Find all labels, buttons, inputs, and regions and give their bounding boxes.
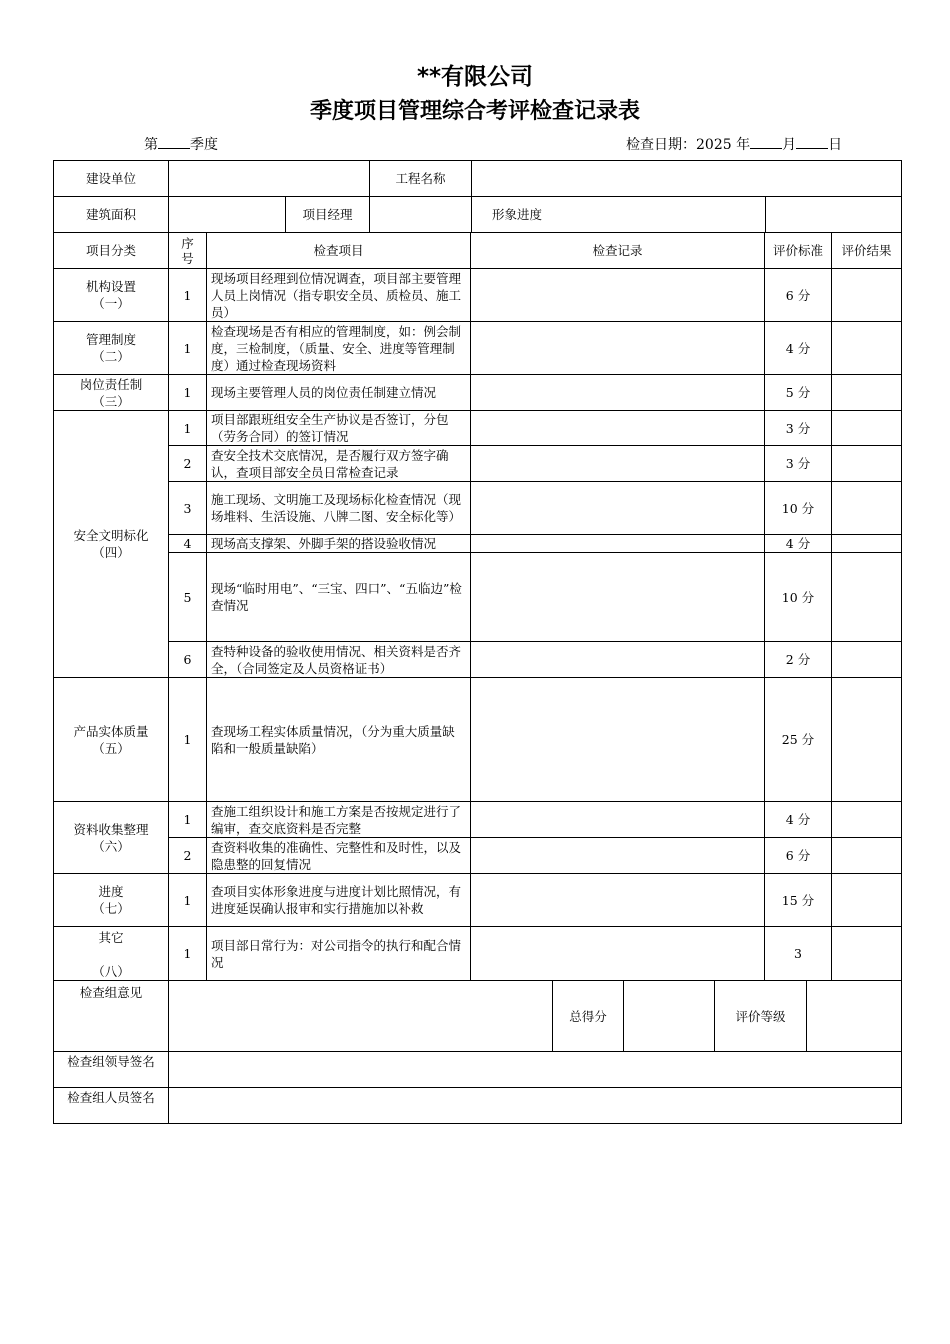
table-row bbox=[54, 927, 902, 981]
category-name: 进度 bbox=[98, 884, 124, 899]
table-row bbox=[54, 269, 902, 322]
result-cell[interactable] bbox=[832, 553, 902, 642]
category-name: 岗位责任制 bbox=[79, 376, 143, 392]
opinion-field[interactable] bbox=[169, 981, 553, 1052]
item-cell: 项目部跟班组安全生产协议是否签订，分包（劳务合同）的签订情况 bbox=[207, 411, 471, 446]
date-day: 日 bbox=[828, 137, 843, 153]
category-num: （七） bbox=[92, 901, 130, 916]
header-category: 项目分类 bbox=[54, 233, 169, 269]
result-cell[interactable] bbox=[832, 322, 902, 375]
table-row bbox=[54, 322, 902, 375]
total-field[interactable] bbox=[624, 981, 715, 1052]
date-label: 检查日期：2025 年 bbox=[626, 137, 751, 153]
standard-cell: 4 分 bbox=[765, 802, 832, 838]
record-cell[interactable] bbox=[471, 927, 765, 981]
header-result: 评价结果 bbox=[832, 233, 902, 269]
inspection-table bbox=[53, 160, 902, 233]
record-cell[interactable] bbox=[471, 838, 765, 874]
result-cell[interactable] bbox=[832, 874, 902, 927]
seq-cell: 1 bbox=[169, 269, 207, 322]
category-cell bbox=[54, 874, 169, 927]
standard-cell: 5 分 bbox=[765, 375, 832, 411]
record-cell[interactable] bbox=[471, 874, 765, 927]
total-label: 总得分 bbox=[553, 981, 624, 1052]
table-row bbox=[54, 446, 902, 482]
item-cell: 查施工组织设计和施工方案是否按规定进行了编审，查交底资料是否完整 bbox=[207, 802, 471, 838]
leader-sign-field[interactable] bbox=[169, 1052, 902, 1088]
record-cell[interactable] bbox=[471, 535, 765, 553]
result-cell[interactable] bbox=[832, 411, 902, 446]
table-row bbox=[54, 375, 902, 411]
seq-cell: 1 bbox=[169, 927, 207, 981]
record-cell[interactable] bbox=[471, 553, 765, 642]
seq-cell: 5 bbox=[169, 553, 207, 642]
standard-cell: 4 分 bbox=[765, 535, 832, 553]
record-cell[interactable] bbox=[471, 678, 765, 802]
month-blank[interactable] bbox=[750, 136, 782, 149]
member-sign-field[interactable] bbox=[169, 1088, 902, 1124]
standard-cell: 15 分 bbox=[765, 874, 832, 927]
category-num: （一） bbox=[92, 296, 130, 311]
record-cell[interactable] bbox=[471, 802, 765, 838]
area-label: 建筑面积 bbox=[54, 197, 169, 233]
category-num: （三） bbox=[92, 393, 130, 409]
quarter-line bbox=[144, 134, 218, 154]
category-cell bbox=[54, 322, 169, 375]
seq-cell: 4 bbox=[169, 535, 207, 553]
item-cell: 查安全技术交底情况，是否履行双方签字确认，查项目部安全员日常检查记录 bbox=[207, 446, 471, 482]
standard-cell: 6 分 bbox=[765, 838, 832, 874]
standard-cell: 3 分 bbox=[765, 446, 832, 482]
category-cell bbox=[54, 375, 169, 411]
category-num: （二） bbox=[92, 349, 130, 364]
result-cell[interactable] bbox=[832, 269, 902, 322]
result-cell[interactable] bbox=[832, 642, 902, 678]
manager-field[interactable] bbox=[370, 197, 472, 233]
record-cell[interactable] bbox=[471, 482, 765, 535]
item-cell: 查特种设备的验收使用情况、相关资料是否齐全，（合同签定及人员资格证书） bbox=[207, 642, 471, 678]
result-cell[interactable] bbox=[832, 802, 902, 838]
table-row bbox=[54, 411, 902, 446]
standard-cell: 3 bbox=[765, 927, 832, 981]
header-row bbox=[54, 233, 902, 269]
category-name: 管理制度 bbox=[85, 332, 136, 347]
result-cell[interactable] bbox=[832, 927, 902, 981]
item-cell: 现场主要管理人员的岗位责任制建立情况 bbox=[207, 375, 471, 411]
standard-cell: 4 分 bbox=[765, 322, 832, 375]
category-cell bbox=[54, 269, 169, 322]
date-line bbox=[626, 134, 842, 154]
date-month: 月 bbox=[782, 137, 797, 153]
quarter-prefix: 第 bbox=[144, 137, 158, 153]
header-item: 检查项目 bbox=[207, 233, 471, 269]
item-cell: 检查现场是否有相应的管理制度，如：例会制度，三检制度，（质量、安全、进度等管理制度）通过检查现场资料 bbox=[207, 322, 471, 375]
result-cell[interactable] bbox=[832, 535, 902, 553]
category-cell bbox=[54, 411, 169, 678]
category-cell bbox=[54, 927, 169, 981]
progress-field[interactable] bbox=[766, 197, 902, 233]
standard-cell: 25 分 bbox=[765, 678, 832, 802]
table-row bbox=[54, 535, 902, 553]
table-row bbox=[54, 838, 902, 874]
result-cell[interactable] bbox=[832, 678, 902, 802]
table-row bbox=[54, 642, 902, 678]
seq-cell: 6 bbox=[169, 642, 207, 678]
item-cell: 现场高支撑架、外脚手架的搭设验收情况 bbox=[207, 535, 471, 553]
header-standard: 评价标准 bbox=[765, 233, 832, 269]
header-record: 检查记录 bbox=[471, 233, 765, 269]
seq-cell: 1 bbox=[169, 375, 207, 411]
opinion-label: 检查组意见 bbox=[54, 981, 169, 1052]
category-name: 其它 bbox=[98, 930, 124, 945]
item-cell: 项目部日常行为：对公司指令的执行和配合情况 bbox=[207, 927, 471, 981]
seq-cell: 1 bbox=[169, 411, 207, 446]
category-name: 资料收集整理 bbox=[73, 821, 149, 837]
item-cell: 查现场工程实体质量情况，（分为重大质量缺陷和一般质量缺陷） bbox=[207, 678, 471, 802]
standard-cell: 2 分 bbox=[765, 642, 832, 678]
grade-field[interactable] bbox=[807, 981, 902, 1052]
day-blank[interactable] bbox=[796, 136, 828, 149]
item-cell: 查项目实体形象进度与进度计划比照情况，有进度延误确认报审和实行措施加以补救 bbox=[207, 874, 471, 927]
seq-cell: 2 bbox=[169, 446, 207, 482]
table-row bbox=[54, 874, 902, 927]
category-name: 机构设置 bbox=[85, 279, 136, 294]
result-cell[interactable] bbox=[832, 375, 902, 411]
category-name: 产品实体质量 bbox=[73, 723, 149, 739]
record-cell[interactable] bbox=[471, 642, 765, 678]
header-seq bbox=[169, 233, 207, 269]
result-cell[interactable] bbox=[832, 838, 902, 874]
result-cell[interactable] bbox=[832, 482, 902, 535]
quarter-blank[interactable] bbox=[158, 136, 190, 149]
footer-table bbox=[53, 980, 902, 1124]
category-num: （五） bbox=[92, 740, 130, 756]
quarter-suffix: 季度 bbox=[190, 137, 218, 153]
result-cell[interactable] bbox=[832, 446, 902, 482]
project-name-field[interactable] bbox=[472, 161, 902, 197]
record-cell[interactable] bbox=[471, 411, 765, 446]
builder-label: 建设单位 bbox=[54, 161, 169, 197]
area-field[interactable] bbox=[169, 197, 286, 233]
record-cell[interactable] bbox=[471, 269, 765, 322]
header-seq-text: 序号 bbox=[181, 235, 194, 266]
checklist-table bbox=[53, 232, 902, 981]
category-cell bbox=[54, 802, 169, 874]
seq-cell: 2 bbox=[169, 838, 207, 874]
category-cell bbox=[54, 678, 169, 802]
table-row bbox=[54, 802, 902, 838]
standard-cell: 6 分 bbox=[765, 269, 832, 322]
item-cell: 查资料收集的准确性、完整性和及时性，以及隐患整的回复情况 bbox=[207, 838, 471, 874]
category-num: （六） bbox=[92, 838, 130, 854]
seq-cell: 3 bbox=[169, 482, 207, 535]
item-cell: 施工现场、文明施工及现场标化检查情况（现场堆料、生活设施、八牌二图、安全标化等） bbox=[207, 482, 471, 535]
seq-cell: 1 bbox=[169, 874, 207, 927]
standard-cell: 3 分 bbox=[765, 411, 832, 446]
record-cell[interactable] bbox=[471, 375, 765, 411]
manager-label: 项目经理 bbox=[286, 197, 370, 233]
seq-cell: 1 bbox=[169, 802, 207, 838]
member-sign-label: 检查组人员签名 bbox=[54, 1088, 169, 1124]
form-title: 季度项目管理综合考评检查记录表 bbox=[309, 99, 640, 124]
table-row bbox=[54, 553, 902, 642]
item-cell: 现场“临时用电”、“三宝、四口”、“五临边”检查情况 bbox=[207, 553, 471, 642]
category-num: （八） bbox=[92, 964, 130, 979]
grade-label: 评价等级 bbox=[715, 981, 807, 1052]
leader-sign-label: 检查组领导签名 bbox=[54, 1052, 169, 1088]
table-row bbox=[54, 482, 902, 535]
seq-cell: 1 bbox=[169, 322, 207, 375]
category-num: （四） bbox=[92, 545, 130, 560]
standard-cell: 10 分 bbox=[765, 553, 832, 642]
item-cell: 现场项目经理到位情况调查，项目部主要管理人员上岗情况（指专职安全员、质检员、施工员） bbox=[207, 269, 471, 322]
category-name: 安全文明标化 bbox=[73, 528, 149, 543]
project-name-label: 工程名称 bbox=[370, 161, 472, 197]
company-name: **有限公司 bbox=[416, 64, 534, 90]
builder-field[interactable] bbox=[169, 161, 370, 197]
standard-cell: 10 分 bbox=[765, 482, 832, 535]
record-cell[interactable] bbox=[471, 322, 765, 375]
record-cell[interactable] bbox=[471, 446, 765, 482]
progress-label: 形象进度 bbox=[472, 197, 766, 233]
seq-cell: 1 bbox=[169, 678, 207, 802]
table-row bbox=[54, 678, 902, 802]
